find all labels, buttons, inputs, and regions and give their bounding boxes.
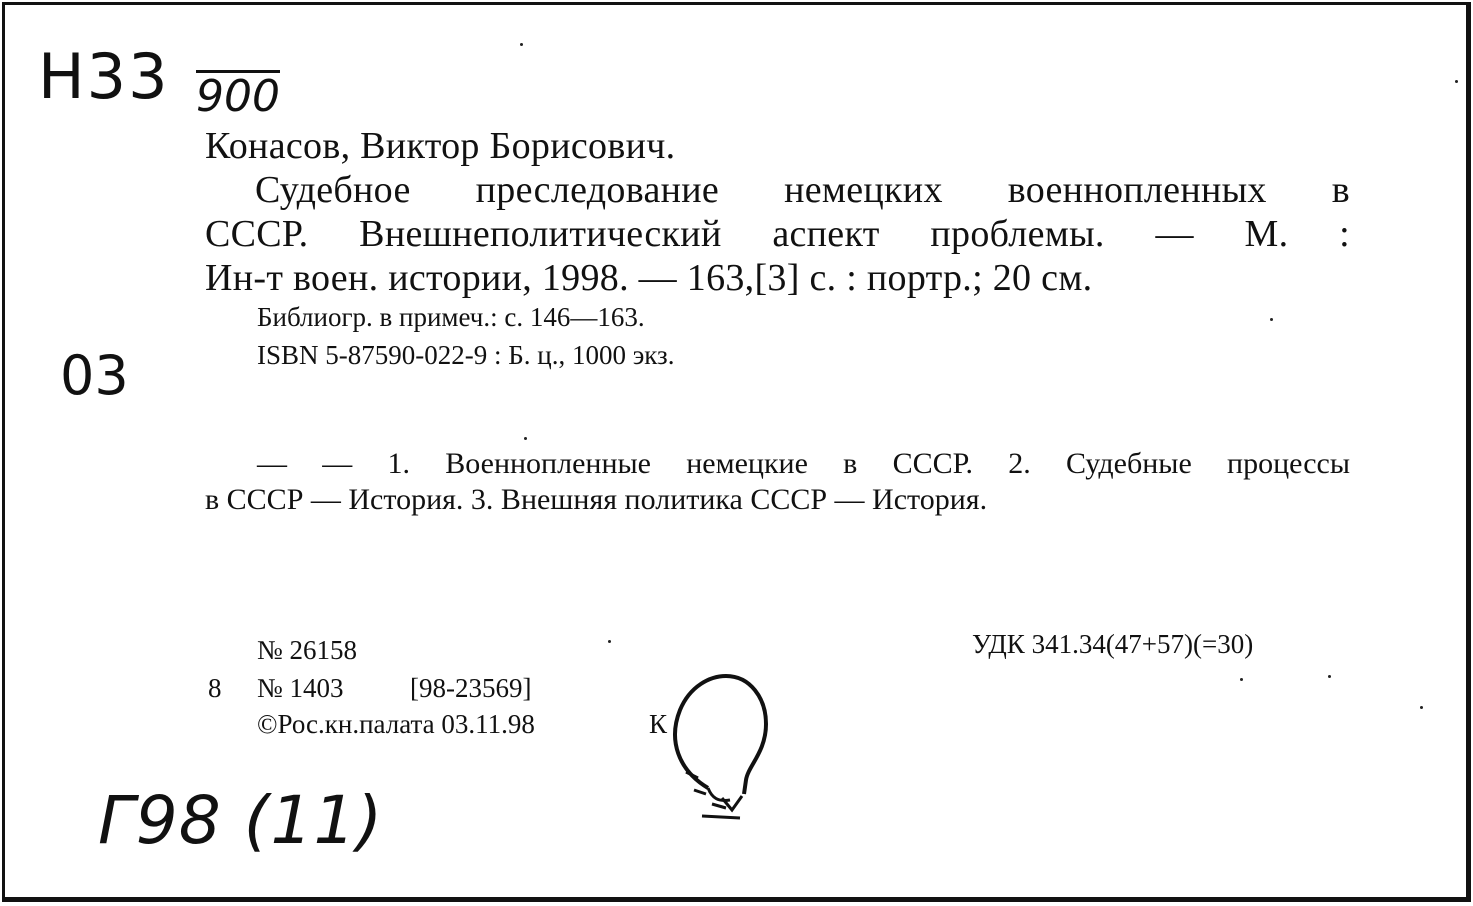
call-code-handwritten: Н33 xyxy=(38,40,170,113)
subjects-line-2: в СССР — История. 3. Внешняя политика СССР — История. xyxy=(205,483,988,516)
call-number-handwritten: 900 xyxy=(196,71,280,122)
udc-code: УДК 341.34(47+57)(=30) xyxy=(972,629,1254,659)
author-heading: Конасов, Виктор Борисович. xyxy=(205,125,676,167)
copies-count: 8 xyxy=(208,673,222,703)
bibliography-note: Библиогр. в примеч.: с. 146—163. xyxy=(257,302,645,332)
isbn-line: ISBN 5-87590-022-9 : Б. ц., 1000 экз. xyxy=(257,340,675,370)
record-number: № 26158 xyxy=(257,635,358,665)
card-letter: К xyxy=(649,709,668,739)
title-line-1: Судебное преследование немецких военнопленных в xyxy=(255,169,1350,211)
mark-handwritten: 03 xyxy=(60,344,129,407)
subjects-line-1: — — 1. Военнопленные немецкие в СССР. 2. Судебные процессы xyxy=(257,447,1350,480)
shelf-mark-handwritten: Г98 (11) xyxy=(98,782,384,859)
registration-number: [98-23569] xyxy=(410,673,532,703)
book-chamber-line: ©Рос.кн.палата 03.11.98 xyxy=(257,709,535,739)
stamp-mark-icon xyxy=(668,670,778,830)
record-number-2: № 1403 xyxy=(257,673,344,703)
title-line-2: СССР. Внешнеполитический аспект проблемы. — М. : xyxy=(205,213,1350,255)
title-line-3: Ин-т воен. истории, 1998. — 163,[3] с. : портр.; 20 см. xyxy=(205,257,1093,299)
